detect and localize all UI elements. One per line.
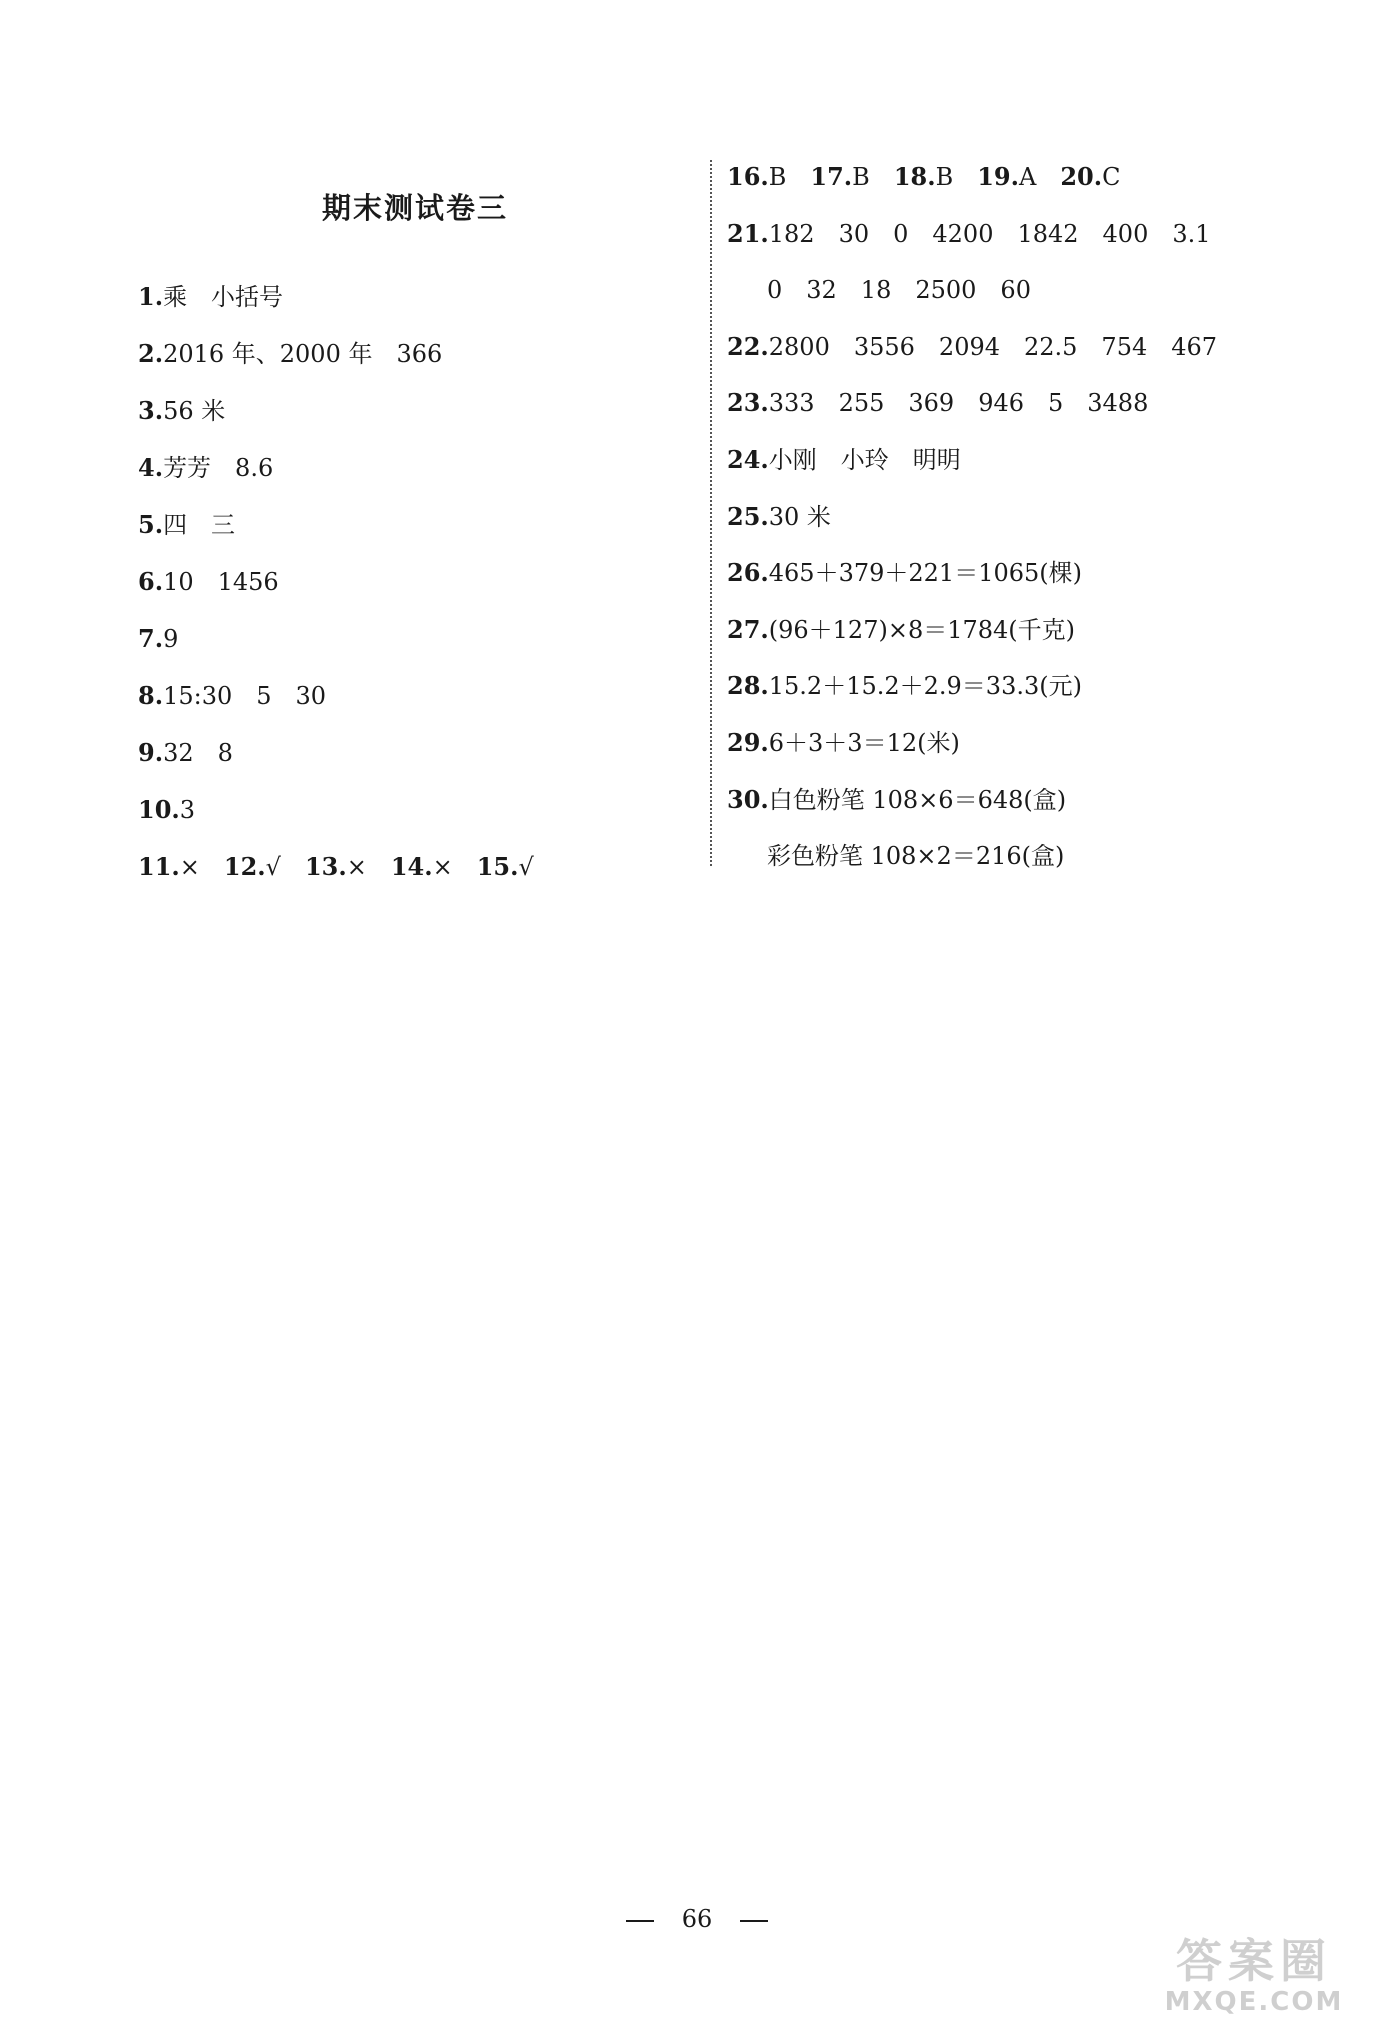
item-number: 1. [138,282,164,311]
item-number: 30. [727,784,769,814]
watermark-title: 答案圈 [1176,1934,1332,1988]
item-answer: √ [518,853,534,881]
answer-row-multi [138,848,678,905]
item-number: 25. [727,501,769,531]
item-number: 10. [138,795,180,824]
answer-item [138,278,678,335]
item-answer: 465＋379＋221＝1065(棵) [768,559,1082,588]
item-number: 21. [727,218,769,248]
answer-item [138,449,678,506]
item-answer: 30 米 [768,502,831,531]
item-number: 23. [727,388,769,418]
item-answer: 彩色粉笔 108×2＝216(盒) [767,842,1065,871]
item-number: 18. [893,162,936,191]
item-number: 5. [138,510,164,539]
item-answer: × [346,853,367,881]
answer-item [727,384,1327,441]
item-number: 2. [138,339,164,368]
item-number: 11. [138,852,180,881]
item-answer: 333 255 369 946 5 3488 [768,389,1149,418]
item-answer: 芳芳 8.6 [163,454,274,482]
answer-item [727,724,1327,781]
answer-item [138,563,678,620]
item-answer: 182 30 0 4200 1842 400 3.1 [768,219,1211,248]
item-number: 9. [138,738,164,767]
answer-item [727,215,1327,272]
item-number: 28. [727,671,769,701]
column-divider [710,160,712,866]
item-answer: 3 [179,796,196,824]
answer-item-continued [727,837,1327,894]
item-answer: A [1018,163,1037,191]
page-footer [0,1905,1394,1933]
item-answer: 15.2＋15.2＋2.9＝33.3(元) [768,672,1082,701]
watermark-url: MXQE.COM [1164,1987,1344,2017]
answer-item [727,667,1327,724]
item-number: 27. [727,614,769,644]
item-answer: B [768,163,787,191]
item-number: 7. [138,624,164,653]
item-answer: 2800 3556 2094 22.5 754 467 [768,332,1218,361]
item-number: 29. [727,727,769,757]
answer-item [727,441,1327,498]
answer-item [138,620,678,677]
item-number: 24. [727,444,769,474]
item-answer: × [179,853,200,881]
item-answer: B [852,163,870,191]
item-number: 19. [977,162,1019,191]
item-number: 22. [727,331,769,361]
item-number: 12. [223,852,266,881]
item-answer: 6＋3＋3＝12(米) [768,728,960,757]
answer-item [727,781,1327,838]
answer-item [138,791,678,848]
watermark-logo [1134,1935,1374,2021]
item-answer: 小刚 小玲 明明 [768,445,961,474]
item-answer: 9 [163,625,179,653]
item-answer: 10 1456 [163,568,279,596]
footer-dash-left [626,1920,654,1922]
item-answer: 白色粉笔 108×6＝648(盒) [768,785,1067,814]
item-answer: × [432,853,453,881]
item-answer: C [1102,163,1121,191]
item-answer: 2016 年、2000 年 366 [163,340,443,368]
item-number: 16. [727,162,769,191]
answer-item [727,554,1327,611]
item-answer: √ [265,853,281,881]
item-number: 26. [727,558,769,588]
item-answer: 32 8 [163,739,233,767]
answer-item [727,498,1327,555]
item-number: 3. [138,396,164,425]
item-number: 4. [138,453,164,482]
item-answer: 乘 小括号 [163,283,284,311]
item-number: 13. [304,852,347,881]
item-number: 8. [138,681,164,710]
page-title: 期末测试卷三 [321,191,508,225]
item-answer: 0 32 18 2500 60 [767,276,1031,305]
answer-row-multi [727,158,1327,215]
item-answer: 56 米 [163,397,226,425]
item-number: 17. [810,162,853,191]
item-answer: (96＋127)×8＝1784(千克) [768,615,1076,644]
left-answer-column [138,278,678,905]
answer-item [138,734,678,791]
item-answer: 四 三 [163,511,236,539]
item-number: 14. [390,852,433,881]
item-number: 15. [476,852,519,881]
answer-item [727,611,1327,668]
answer-item [138,506,678,563]
right-answer-column [727,158,1327,894]
item-answer: 15:30 5 30 [163,682,327,710]
item-number: 6. [138,567,164,596]
answer-item [727,328,1327,385]
item-number: 20. [1060,162,1103,191]
answer-item [138,335,678,392]
footer-dash-right [740,1920,768,1922]
item-answer: B [935,163,954,191]
answer-item-continued [727,271,1327,328]
page-number: 66 [681,1905,713,1933]
answer-item [138,677,678,734]
answer-item [138,392,678,449]
